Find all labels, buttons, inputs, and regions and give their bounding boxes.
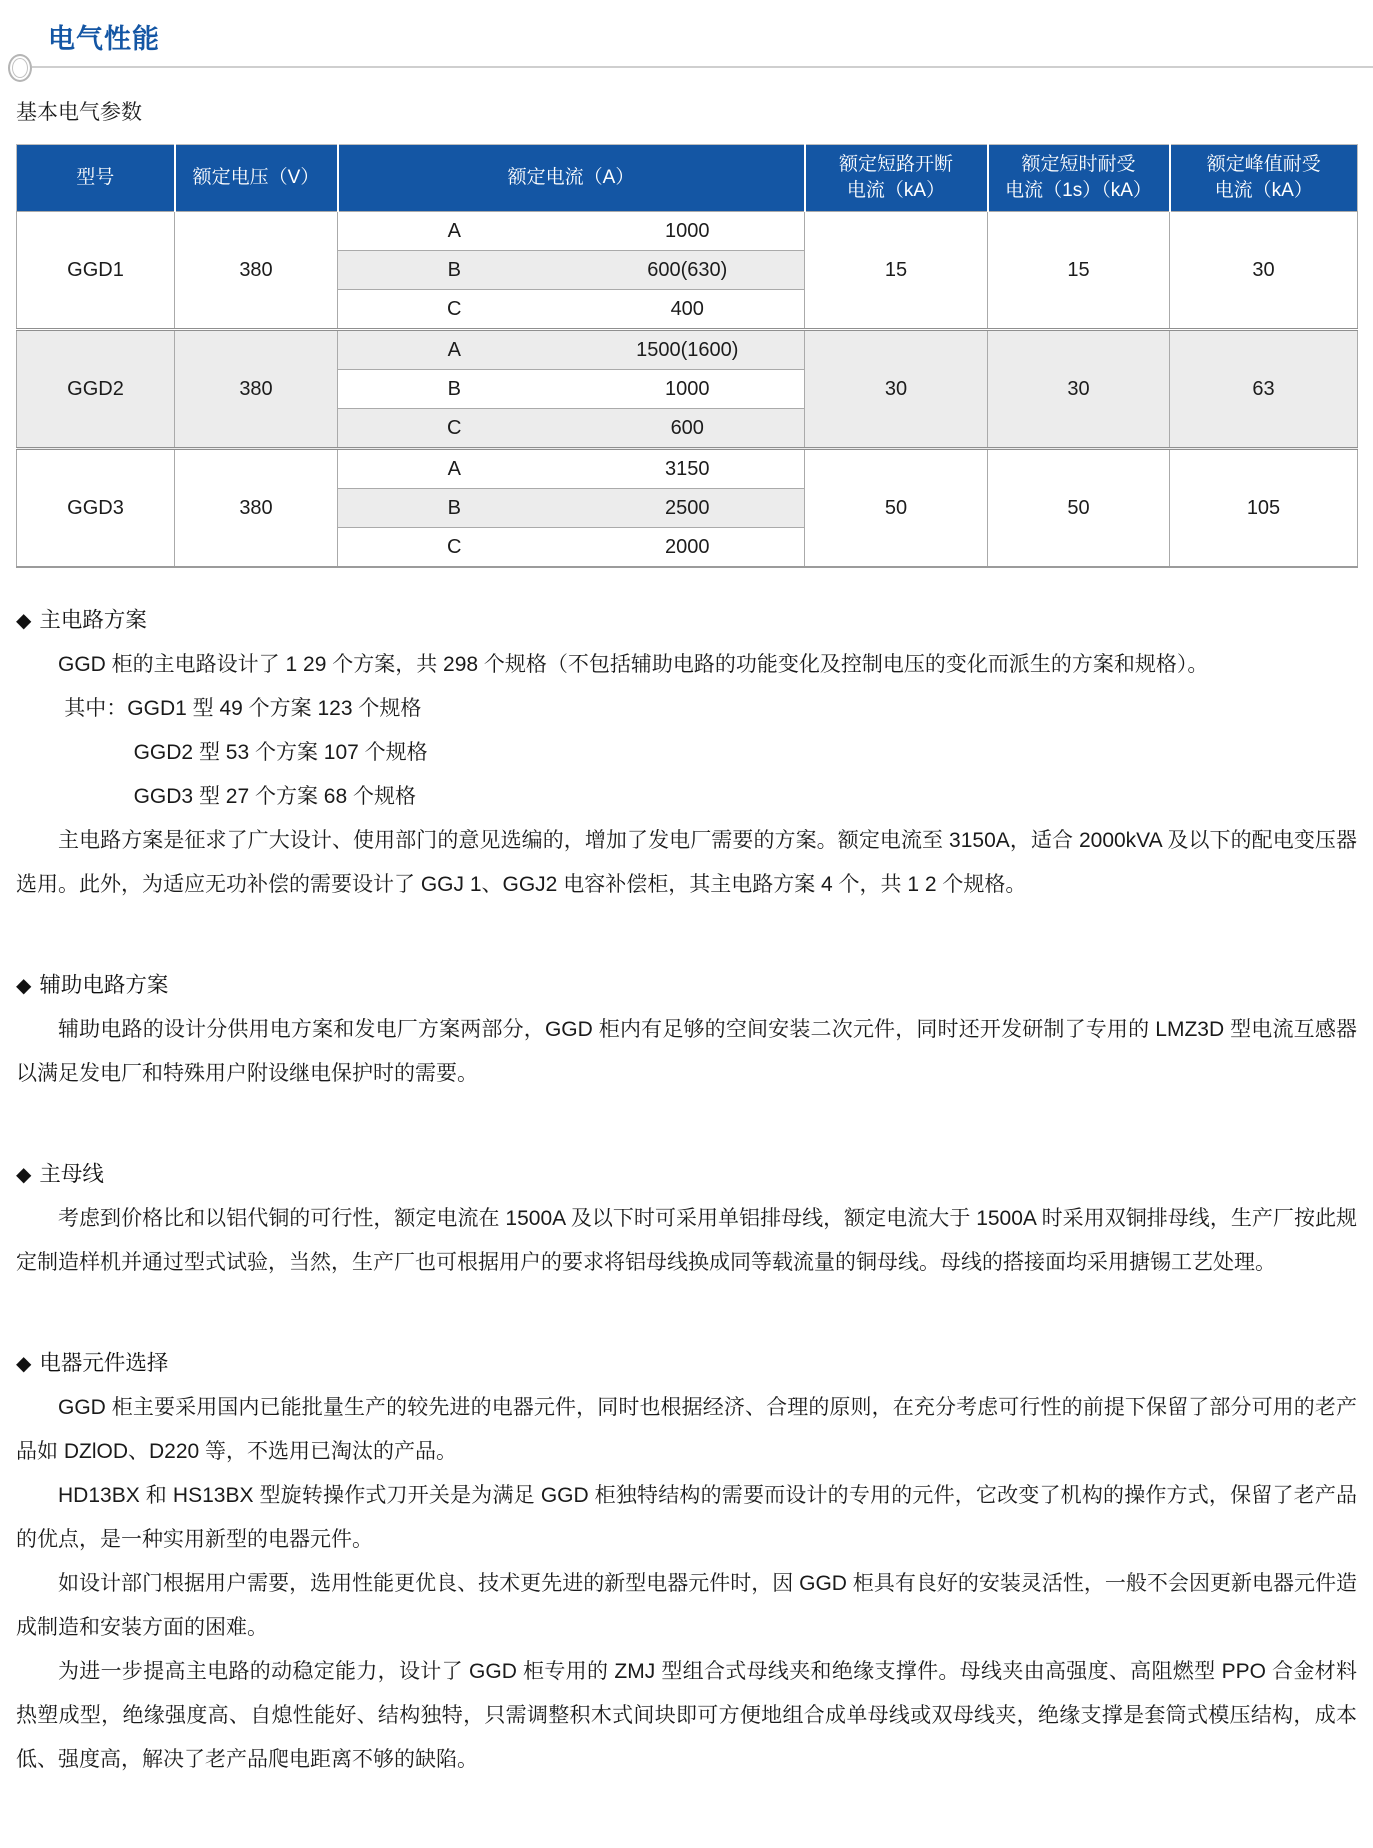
peak-current-cell: 30 [1170, 212, 1358, 330]
current-value-cell: 1000 [571, 370, 805, 409]
paragraph: 为进一步提高主电路的动稳定能力，设计了 GGD 柜专用的 ZMJ 型组合式母线夹和绝缘支撑件。母线夹由高强度、高阻燃型 PPO 合金材料热塑成型，绝缘强度高、自熄性能好、结构独特，只需调整积木式间块即可方便地组合成单母线或双母线夹，绝缘支撑是套筒式模压结构，成本低、强度高，解决了老产品爬电距离不够的缺陷。 [16, 1660, 1357, 1771]
spec-line: 其中：GGD1 型 49 个方案 123 个规格 [64, 697, 422, 720]
col-header-withstand [988, 145, 1170, 212]
current-value-cell: 2500 [571, 489, 805, 528]
current-value-cell: 600(630) [571, 251, 805, 290]
spec-line: GGD2 型 53 个方案 107 个规格 [133, 741, 428, 764]
current-value-cell: 1500(1600) [571, 330, 805, 370]
current-code-cell: C [338, 290, 571, 330]
voltage-cell: 380 [175, 212, 338, 330]
current-code-cell: A [338, 212, 571, 251]
paragraph: GGD 柜主要采用国内已能批量生产的较先进的电器元件，同时也根据经济、合理的原则，在充分考虑可行性的前提下保留了部分可用的老产品如 DZlOD、D220 等，不选用已淘汰的产品。 [16, 1396, 1357, 1463]
col-header-peak-line1: 额定峰值耐受 [1206, 154, 1321, 176]
breaking-current-cell: 30 [805, 330, 988, 449]
col-header-breaking-line2: 电流（kA） [846, 180, 946, 201]
breaking-current-cell: 15 [805, 212, 988, 330]
voltage-cell: 380 [175, 330, 338, 449]
model-cell: GGD3 [17, 449, 175, 568]
page-title: 电气性能 [48, 24, 160, 54]
paragraph: 考虑到价格比和以铝代铜的可行性，额定电流在 1500A 及以下时可采用单铝排母线，额定电流大于 1500A 时采用双铜排母线，生产厂按此规定制造样机并通过型式试验，当然，生产厂也可根据用户的要求将铝母线换成同等载流量的铜母线。母线的搭接面均采用搪锡工艺处理。 [16, 1207, 1357, 1274]
table-row [17, 449, 1358, 489]
col-header-peak [1170, 145, 1358, 212]
table-row [17, 212, 1358, 251]
current-value-cell: 600 [571, 409, 805, 449]
current-code-cell: C [338, 528, 571, 568]
peak-current-cell: 63 [1170, 330, 1358, 449]
section-heading-text: 主母线 [39, 1162, 104, 1186]
diamond-bullet-icon: ◆ [16, 975, 32, 997]
current-code-cell: B [338, 370, 571, 409]
table-row [17, 330, 1358, 370]
paragraph: 主电路方案是征求了广大设计、使用部门的意见选编的，增加了发电厂需要的方案。额定电流至 3150A，适合 2000kVA 及以下的配电变压器选用。此外，为适应无功补偿的需要设计了 GGJ 1、GGJ2 电容补偿柜，其主电路方案 4 个，共 1 2 个规格。 [16, 829, 1357, 896]
section-component-selection [16, 1341, 1357, 1782]
current-value-cell: 2000 [571, 528, 805, 568]
current-value-cell: 3150 [571, 449, 805, 489]
electrical-parameters-table [16, 144, 1358, 568]
col-header-breaking [805, 145, 988, 212]
current-code-cell: B [338, 251, 571, 290]
peak-current-cell: 105 [1170, 449, 1358, 568]
withstand-current-cell: 50 [988, 449, 1170, 568]
current-code-cell: C [338, 409, 571, 449]
withstand-current-cell: 15 [988, 212, 1170, 330]
paragraph: HD13BX 和 HS13BX 型旋转操作式刀开关是为满足 GGD 柜独特结构的需要而设计的专用的元件，它改变了机构的操作方式，保留了老产品的优点，是一种实用新型的电器元件。 [16, 1484, 1357, 1551]
breaking-current-cell: 50 [805, 449, 988, 568]
paragraph: 如设计部门根据用户需要，选用性能更优良、技术更先进的新型电器元件时，因 GGD 柜具有良好的安装灵活性，一般不会因更新电器元件造成制造和安装方面的困难。 [16, 1572, 1357, 1639]
model-cell: GGD1 [17, 212, 175, 330]
diamond-bullet-icon: ◆ [16, 1353, 32, 1375]
paragraph: 辅助电路的设计分供用电方案和发电厂方案两部分，GGD 柜内有足够的空间安装二次元件，同时还开发研制了专用的 LMZ3D 型电流互感器以满足发电厂和特殊用户附设继电保护时的需要。 [16, 1018, 1357, 1085]
section-heading [16, 1341, 1357, 1386]
section-heading-text: 主电路方案 [39, 608, 147, 632]
section-heading [16, 963, 1357, 1008]
ring-icon [8, 54, 32, 82]
section-heading [16, 598, 1357, 643]
section-auxiliary-circuit [16, 963, 1357, 1096]
current-value-cell: 400 [571, 290, 805, 330]
rule-line [32, 66, 1373, 68]
section-main-busbar [16, 1152, 1357, 1285]
col-header-breaking-line1: 额定短路开断 [838, 154, 953, 176]
current-code-cell: B [338, 489, 571, 528]
paragraph: GGD 柜的主电路设计了 1 29 个方案，共 298 个规格（不包括辅助电路的功能变化及控制电压的变化而派生的方案和规格）。 [58, 653, 1209, 676]
col-header-withstand-line1: 额定短时耐受 [1021, 154, 1136, 176]
col-header-voltage: 额定电压（V） [175, 145, 338, 212]
doc-header [16, 22, 1357, 80]
diamond-bullet-icon: ◆ [16, 610, 32, 632]
table-header-row [17, 145, 1358, 212]
withstand-current-cell: 30 [988, 330, 1170, 449]
col-header-current: 额定电流（A） [338, 145, 805, 212]
section-heading [16, 1152, 1357, 1197]
current-code-cell: A [338, 449, 571, 489]
section-heading-text: 电器元件选择 [39, 1351, 169, 1375]
section-main-circuit [16, 598, 1357, 907]
spec-line: GGD3 型 27 个方案 68 个规格 [133, 785, 416, 808]
section-heading-text: 辅助电路方案 [39, 973, 169, 997]
diamond-bullet-icon: ◆ [16, 1164, 32, 1186]
col-header-model: 型号 [17, 145, 175, 212]
col-header-peak-line2: 电流（kA） [1214, 180, 1313, 201]
current-code-cell: A [338, 330, 571, 370]
title-rule [16, 56, 1357, 80]
table-subtitle: 基本电气参数 [16, 101, 142, 124]
voltage-cell: 380 [175, 449, 338, 568]
current-value-cell: 1000 [571, 212, 805, 251]
col-header-withstand-line2: 电流（1s）（kA） [1005, 180, 1152, 201]
model-cell: GGD2 [17, 330, 175, 449]
